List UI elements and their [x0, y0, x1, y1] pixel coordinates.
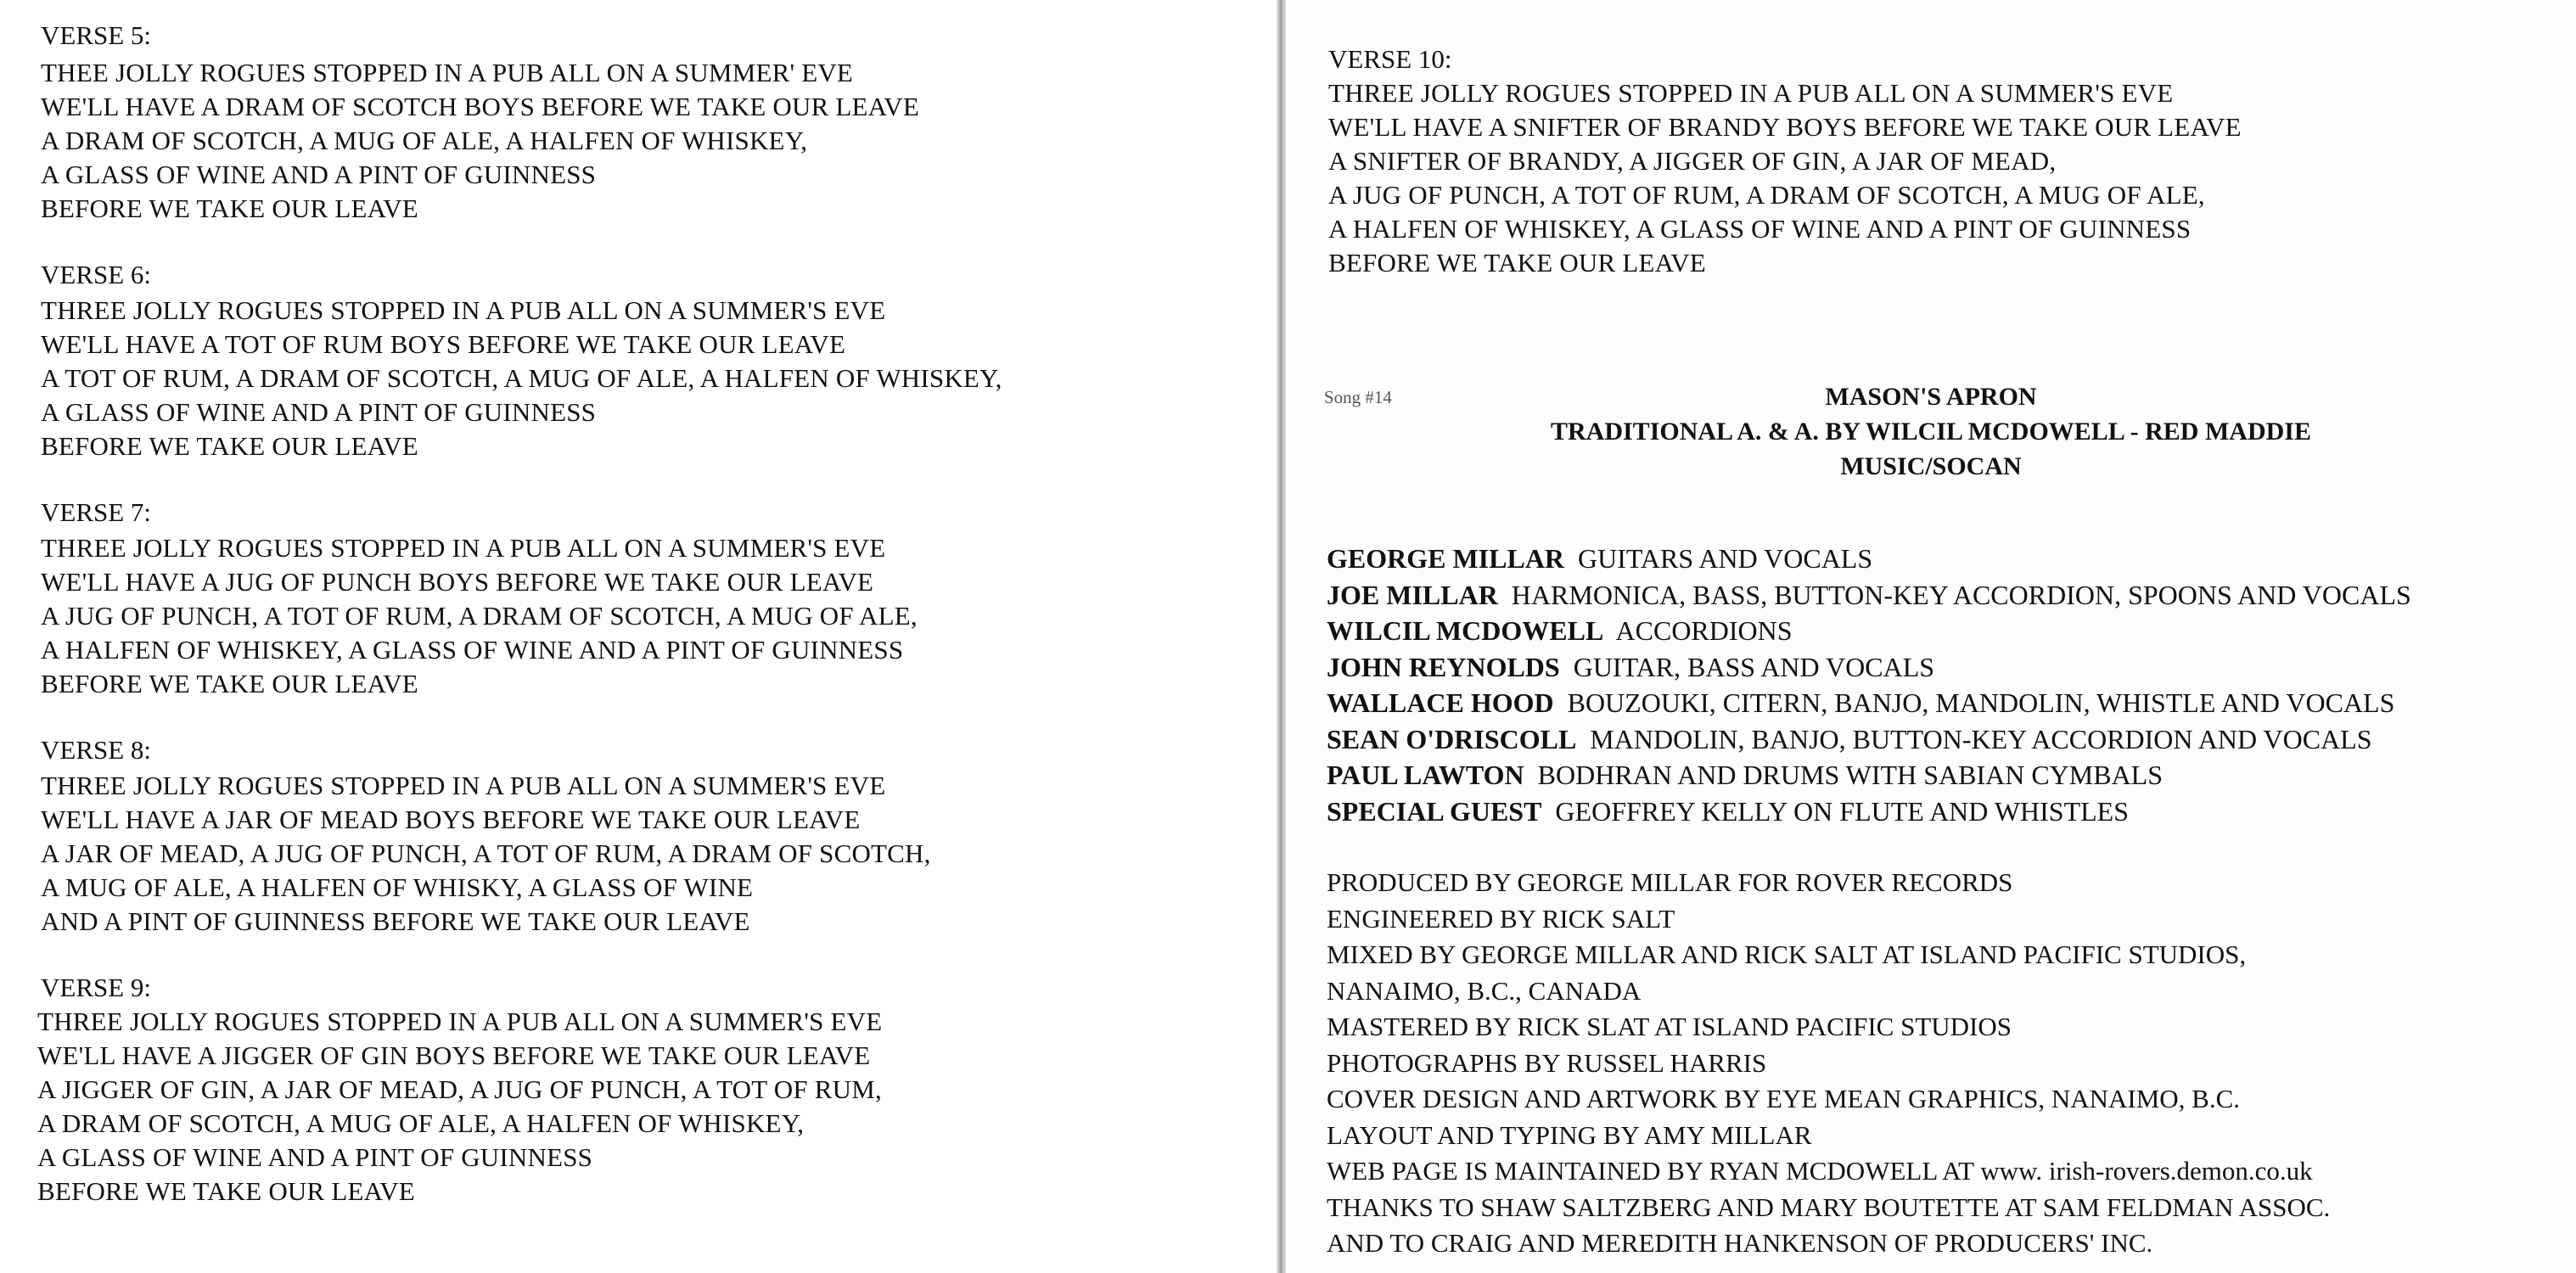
member-name: GEORGE MILLAR: [1327, 543, 1565, 574]
production-credit: PRODUCED BY GEORGE MILLAR FOR ROVER RECORDS: [1327, 867, 2013, 897]
member-row: [1327, 757, 2163, 793]
member-name: PAUL LAWTON: [1327, 760, 1524, 790]
production-credit: LAYOUT AND TYPING BY AMY MILLAR: [1327, 1120, 1812, 1150]
verse-8-line: WE'LL HAVE A JAR OF MEAD BOYS BEFORE WE TAKE OUR LEAVE: [41, 805, 861, 834]
verse-9-line: A JIGGER OF GIN, A JAR OF MEAD, A JUG OF PUNCH, A TOT OF RUM,: [37, 1074, 882, 1104]
verse-5-line: BEFORE WE TAKE OUR LEAVE: [41, 193, 418, 223]
member-row: [1327, 794, 2129, 829]
verse-6-line: A TOT OF RUM, A DRAM OF SCOTCH, A MUG OF ALE, A HALFEN OF WHISKEY,: [41, 363, 1002, 393]
verse-10-line: WE'LL HAVE A SNIFTER OF BRANDY BOYS BEFORE WE TAKE OUR LEAVE: [1328, 112, 2242, 142]
verse-5-line: THEE JOLLY ROGUES STOPPED IN A PUB ALL ON A SUMMER' EVE: [41, 58, 854, 87]
verse-7-line: A JUG OF PUNCH, A TOT OF RUM, A DRAM OF SCOTCH, A MUG OF ALE,: [41, 601, 918, 631]
production-credit: MIXED BY GEORGE MILLAR AND RICK SALT AT ISLAND PACIFIC STUDIOS,: [1327, 939, 2247, 969]
song-title: MASON'S APRON: [1825, 383, 2037, 411]
member-role: GUITARS AND VOCALS: [1578, 543, 1873, 574]
verse-9-line: BEFORE WE TAKE OUR LEAVE: [37, 1176, 415, 1206]
song-credit-line: MUSIC/SOCAN: [1840, 452, 2022, 480]
song-number: Song #14: [1324, 387, 1392, 407]
member-name: WALLACE HOOD: [1327, 687, 1554, 718]
member-row: [1327, 649, 1934, 685]
verse-10-line: A JUG OF PUNCH, A TOT OF RUM, A DRAM OF SCOTCH, A MUG OF ALE,: [1328, 180, 2205, 210]
verse-9-line: THREE JOLLY ROGUES STOPPED IN A PUB ALL ON A SUMMER'S EVE: [37, 1007, 883, 1036]
verse-6-line: A GLASS OF WINE AND A PINT OF GUINNESS: [41, 397, 597, 427]
member-name: JOE MILLAR: [1327, 580, 1498, 610]
verse-8-line: THREE JOLLY ROGUES STOPPED IN A PUB ALL ON A SUMMER'S EVE: [41, 771, 886, 800]
verse-7-label: VERSE 7:: [41, 497, 152, 527]
member-role: ACCORDIONS: [1615, 615, 1793, 646]
verse-7-line: WE'LL HAVE A JUG OF PUNCH BOYS BEFORE WE TAKE OUR LEAVE: [41, 567, 874, 597]
member-row: [1327, 613, 1793, 648]
verse-5-label: VERSE 5:: [41, 20, 152, 50]
member-row: [1327, 721, 2372, 757]
verse-10-label: VERSE 10:: [1328, 44, 1452, 74]
member-role: MANDOLIN, BANJO, BUTTON-KEY ACCORDION AND VOCALS: [1590, 724, 2372, 754]
verse-6-line: THREE JOLLY ROGUES STOPPED IN A PUB ALL ON A SUMMER'S EVE: [41, 295, 886, 325]
member-name: JOHN REYNOLDS: [1327, 652, 1560, 682]
production-credit: AND TO CRAIG AND MEREDITH HANKENSON OF PRODUCERS' INC.: [1327, 1228, 2153, 1258]
song-credit-line: TRADITIONAL A. & A. BY WILCIL MCDOWELL - RED MADDIE: [1551, 418, 2311, 446]
member-role: BODHRAN AND DRUMS WITH SABIAN CYMBALS: [1537, 760, 2164, 790]
verse-10-line: A SNIFTER OF BRANDY, A JIGGER OF GIN, A JAR OF MEAD,: [1328, 146, 2057, 176]
production-credit: PHOTOGRAPHS BY RUSSEL HARRIS: [1327, 1048, 1767, 1078]
verse-9-line: A DRAM OF SCOTCH, A MUG OF ALE, A HALFEN OF WHISKEY,: [37, 1108, 805, 1138]
member-row: [1327, 685, 2394, 721]
member-name: SEAN O'DRISCOLL: [1327, 724, 1577, 754]
member-role: BOUZOUKI, CITERN, BANJO, MANDOLIN, WHISTLE AND VOCALS: [1567, 687, 2395, 718]
member-row: [1327, 577, 2411, 613]
production-credit: COVER DESIGN AND ARTWORK BY EYE MEAN GRAPHICS, NANAIMO, B.C.: [1327, 1084, 2241, 1113]
member-role: GEOFFREY KELLY ON FLUTE AND WHISTLES: [1555, 796, 2130, 827]
verse-10-line: THREE JOLLY ROGUES STOPPED IN A PUB ALL ON A SUMMER'S EVE: [1328, 78, 2174, 108]
right-page: [1286, 0, 2576, 1273]
member-name: SPECIAL GUEST: [1327, 796, 1542, 827]
verse-6-label: VERSE 6:: [41, 260, 152, 289]
verse-9-line: WE'LL HAVE A JIGGER OF GIN BOYS BEFORE WE TAKE OUR LEAVE: [37, 1040, 871, 1070]
verse-5-line: A DRAM OF SCOTCH, A MUG OF ALE, A HALFEN OF WHISKEY,: [41, 126, 808, 155]
production-credit: MASTERED BY RICK SLAT AT ISLAND PACIFIC STUDIOS: [1327, 1012, 2012, 1041]
production-credit: THANKS TO SHAW SALTZBERG AND MARY BOUTETTE AT SAM FELDMAN ASSOC.: [1327, 1192, 2331, 1222]
verse-7-line: A HALFEN OF WHISKEY, A GLASS OF WINE AND A PINT OF GUINNESS: [41, 635, 904, 665]
verse-9-line: A GLASS OF WINE AND A PINT OF GUINNESS: [37, 1142, 593, 1172]
member-role: GUITAR, BASS AND VOCALS: [1573, 652, 1935, 682]
verse-8-line: AND A PINT OF GUINNESS BEFORE WE TAKE OUR LEAVE: [41, 906, 750, 936]
verse-10-line: BEFORE WE TAKE OUR LEAVE: [1328, 248, 1706, 278]
verse-7-line: BEFORE WE TAKE OUR LEAVE: [41, 669, 418, 698]
production-credit: ENGINEERED BY RICK SALT: [1327, 904, 1675, 934]
production-credit: WEB PAGE IS MAINTAINED BY RYAN MCDOWELL AT www. irish-rovers.demon.co.uk: [1327, 1156, 2313, 1186]
verse-7-line: THREE JOLLY ROGUES STOPPED IN A PUB ALL ON A SUMMER'S EVE: [41, 533, 886, 563]
production-credit: NANAIMO, B.C., CANADA: [1327, 976, 1642, 1006]
member-row: [1327, 541, 1872, 576]
verse-10-line: A HALFEN OF WHISKEY, A GLASS OF WINE AND A PINT OF GUINNESS: [1328, 214, 2192, 244]
verse-6-line: WE'LL HAVE A TOT OF RUM BOYS BEFORE WE TAKE OUR LEAVE: [41, 329, 846, 359]
verse-6-line: BEFORE WE TAKE OUR LEAVE: [41, 431, 418, 461]
verse-5-line: WE'LL HAVE A DRAM OF SCOTCH BOYS BEFORE WE TAKE OUR LEAVE: [41, 92, 919, 121]
member-name: WILCIL MCDOWELL: [1327, 615, 1604, 646]
verse-5-line: A GLASS OF WINE AND A PINT OF GUINNESS: [41, 160, 597, 189]
verse-8-label: VERSE 8:: [41, 735, 152, 765]
verse-9-label: VERSE 9:: [41, 973, 152, 1002]
verse-8-line: A MUG OF ALE, A HALFEN OF WHISKY, A GLASS OF WINE: [41, 872, 754, 902]
verse-8-line: A JAR OF MEAD, A JUG OF PUNCH, A TOT OF RUM, A DRAM OF SCOTCH,: [41, 838, 931, 868]
left-page: [0, 0, 1277, 1273]
member-role: HARMONICA, BASS, BUTTON-KEY ACCORDION, SPOONS AND VOCALS: [1511, 580, 2411, 610]
